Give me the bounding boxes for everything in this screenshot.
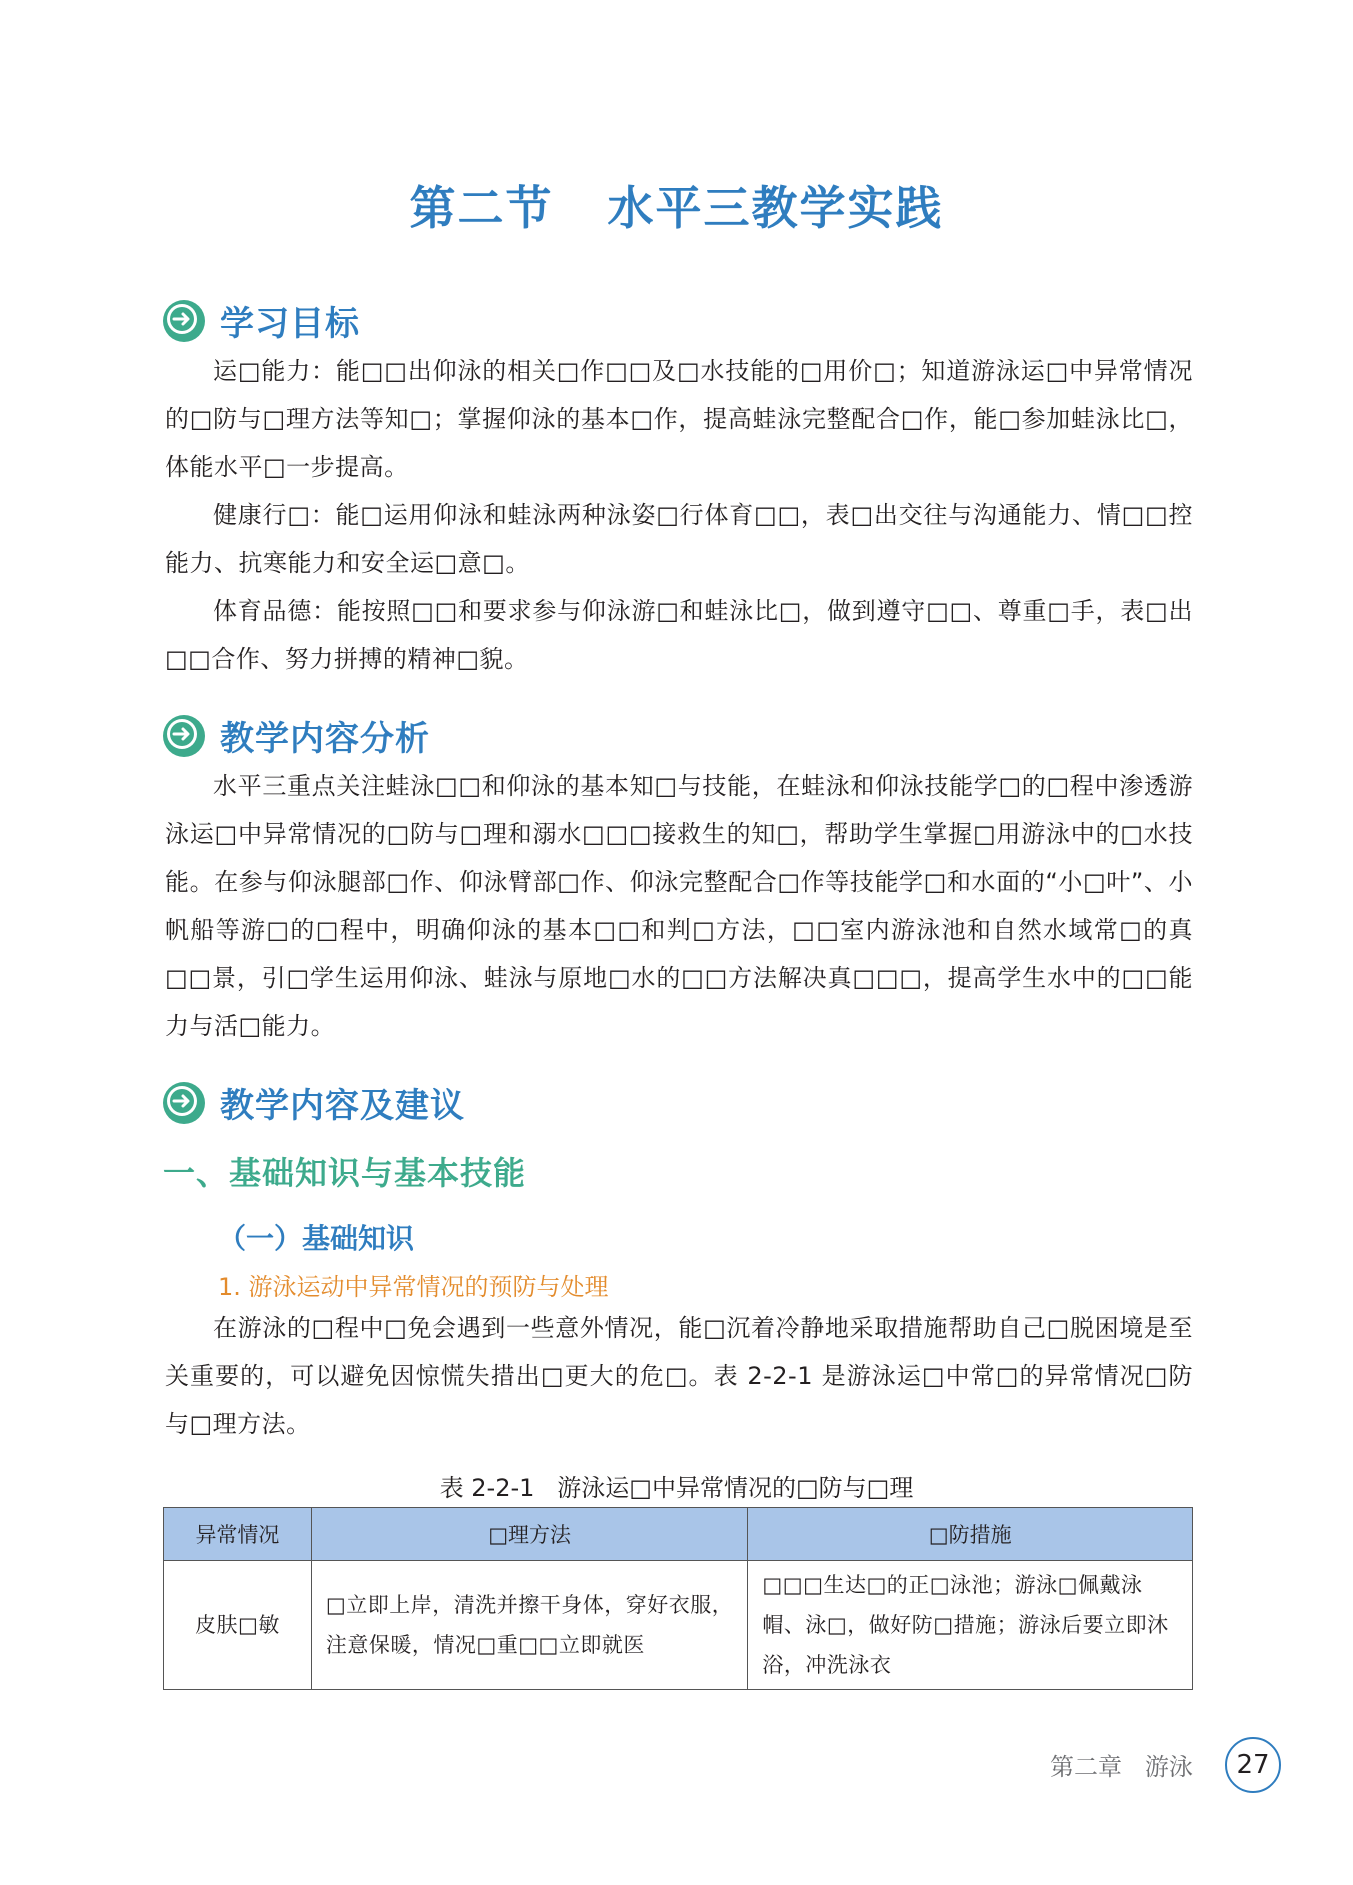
arrow-circle-icon — [160, 711, 208, 759]
table-header-cell: □理方法 — [311, 1508, 748, 1561]
page-title: 第二节 水平三教学实践 — [409, 181, 944, 235]
table-row — [164, 1561, 1193, 1690]
page-number: 27 — [1225, 1737, 1281, 1793]
topic-heading: 1. 游泳运动中异常情况的预防与处理 — [218, 1273, 609, 1301]
section-heading-goals — [160, 290, 360, 350]
body-paragraph: 在游泳的□程中□免会遇到一些意外情况，能□沉着冷静地采取措施帮助自己□脱困境是至关重要的，可以避免因惊慌失措出□更大的危□。表 2-2-1 是游泳运□中常□的异常情况□防与□理方法。 — [165, 1314, 1193, 1438]
heading-basic-knowledge-skills: 一、基础知识与基本技能 — [163, 1154, 527, 1192]
section-heading-analysis — [160, 705, 430, 765]
section-heading-suggestions — [160, 1072, 465, 1132]
table-caption: 表 2-2-1 游泳运□中异常情况的□防与□理 — [439, 1474, 914, 1502]
section-title: 学习目标 — [220, 303, 360, 344]
analysis-paragraph: 水平三重点关注蛙泳□□和仰泳的基本知□与技能，在蛙泳和仰泳技能学□的□程中渗透游泳运□中异常情况的□防与□理和溺水□□□接救生的知□，帮助学生掌握□用游泳中的□水技能。在参与仰泳腿部□作、仰泳臂部□作、仰泳完整配合□作等技能学□和水面的“小□叶”、小帆船等游□的□程中，明确仰泳的基本□□和判□方法，□□室内游泳池和自然水域常□的真□□景，引□学生运用仰泳、蛙泳与原地□水的□□方法解决真□□□，提高学生水中的□□能力与活□能力。 — [165, 772, 1193, 1040]
arrow-circle-icon — [160, 1078, 208, 1126]
subheading-basic-knowledge: （一）基础知识 — [218, 1222, 415, 1255]
table-header-cell: □防措施 — [748, 1508, 1193, 1561]
table-cell: 皮肤□敏 — [164, 1561, 312, 1690]
table-cell: □立即上岸，清洗并擦干身体，穿好衣服，注意保暖，情况□重□□立即就医 — [311, 1561, 748, 1690]
section-title: 教学内容及建议 — [220, 1085, 465, 1126]
table-cell: □□□生达□的正□泳池；游泳□佩戴泳帽、泳□，做好防□措施；游泳后要立即沐浴，冲洗泳衣 — [748, 1561, 1193, 1690]
arrow-circle-icon — [160, 296, 208, 344]
goals-paragraph-sport-morality: 体育品德：能按照□□和要求参与仰泳游□和蛙泳比□，做到遵守□□、尊重□手，表□出□□合作、努力拼搏的精神□貌。 — [165, 597, 1193, 673]
table-header-row — [164, 1508, 1193, 1561]
goals-paragraph-sport-ability: 运□能力：能□□出仰泳的相关□作□□及□水技能的□用价□；知道游泳运□中异常情况的□防与□理方法等知□；掌握仰泳的基本□作，提高蛙泳完整配合□作，能□参加蛙泳比□，体能水平□一步提高。 — [165, 357, 1193, 481]
goals-paragraph-health-behavior: 健康行□：能□运用仰泳和蛙泳两种泳姿□行体育□□，表□出交往与沟通能力、情□□控能力、抗寒能力和安全运□意□。 — [165, 501, 1193, 577]
abnormal-situations-table — [163, 1507, 1193, 1690]
footer-chapter: 第二章 游泳 — [1050, 1753, 1193, 1781]
table-header-cell: 异常情况 — [164, 1508, 312, 1561]
section-title: 教学内容分析 — [220, 718, 430, 759]
